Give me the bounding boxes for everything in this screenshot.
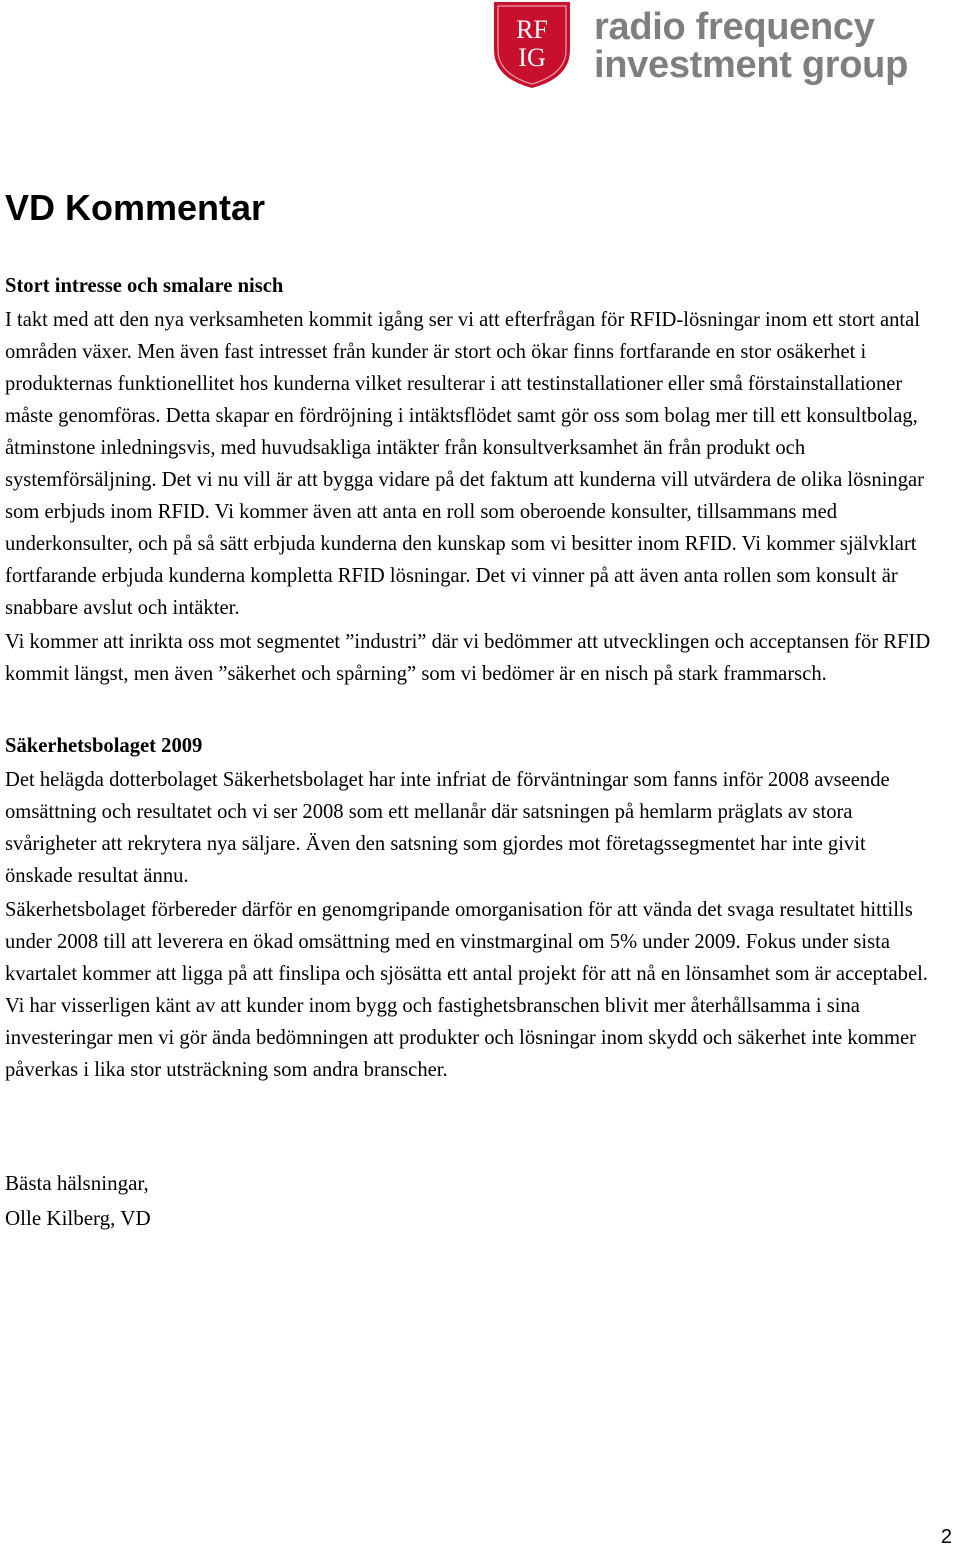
section-1-paragraph-2: Vi kommer att inrikta oss mot segmentet ”industri” där vi bedömmer att utvecklingen och acceptansen för RFID kommit längst, men även ”säkerhet och spårning” som vi bedömer är en nisch på stark frammarsch.: [5, 631, 931, 685]
greeting: Bästa hälsningar,: [5, 1171, 149, 1195]
signature: Olle Kilberg, VD: [5, 1206, 151, 1230]
logo-line-1: radio frequency: [594, 6, 875, 48]
page-title: VD Kommentar: [5, 187, 266, 228]
section-heading-2: Säkerhetsbolaget 2009: [5, 735, 203, 757]
section-2-paragraph-2: Säkerhetsbolaget förbereder därför en genomgripande omorganisation för att vända det svaga resultatet hittills under 2008 till att leverera en ökad omsättning med en vinstmarginal om 5% under 2009. Fokus under sista kvartalet kommer att ligga på att finslipa och sjösätta ett antal projekt för att nå en lönsamhet som är acceptabel. Vi har visserligen känt av att kunder inom bygg och fastighetsbranschen blivit mer återhållsamma i sina investeringar men vi gör ända bedömningen att produkter och lösningar inom skydd och säkerhet inte kommer påverkas i lika stor utsträckning som andra branscher.: [5, 899, 928, 1081]
document-body: [5, 270, 935, 1236]
logo-mark-bottom: IG: [518, 43, 546, 72]
rfig-shield-icon: [490, 0, 574, 90]
section-2-paragraph-1: Det helägda dotterbolaget Säkerhetsbolaget har inte infriat de förväntningar som fanns inför 2008 avseende omsättning och resultatet och vi ser 2008 som ett mellanår där satsningen på hemlarm präglats av stora svårigheter att rekrytera nya säljare. Även den satsning som gjordes mot företagssegmentet har inte givit önskade resultat ännu.: [5, 769, 890, 887]
logo-wordmark: [594, 8, 908, 84]
logo-line-2: investment group: [594, 44, 909, 86]
section-1-paragraph-1: I takt med att den nya verksamheten kommit igång ser vi att efterfrågan för RFID-lösningar inom ett stort antal områden växer. Men även fast intresset från kunder är stort och ökar finns fortfarande en stor osäkerhet i produkternas funktionellitet hos kunderna vilket resulterar i att testinstallationer eller små förstainstallationer måste genomföras. Detta skapar en fördröjning i intäktsflödet samt gör oss som bolag mer till ett konsultbolag, åtminstone inledningsvis, med huvudsakliga intäkter från konsultverksamhet än från produkt och systemförsäljning. Det vi nu vill är att bygga vidare på det faktum att kunderna vill utvärdera de olika lösningar som erbjuds inom RFID. Vi kommer även att anta en roll som oberoende konsulter, tillsammans med underkonsulter, och på så sätt erbjuda kunderna den kunskap som vi besitter inom RFID. Vi kommer självklart fortfarande erbjuda kunderna kompletta RFID lösningar. Det vi vinner på att även anta rollen som konsult är snabbare avslut och intäkter.: [5, 309, 925, 619]
company-logo: [488, 0, 928, 96]
page-number: 2: [940, 1526, 952, 1548]
section-heading-1: Stort intresse och smalare nisch: [5, 275, 284, 297]
logo-mark-top: RF: [516, 15, 548, 44]
